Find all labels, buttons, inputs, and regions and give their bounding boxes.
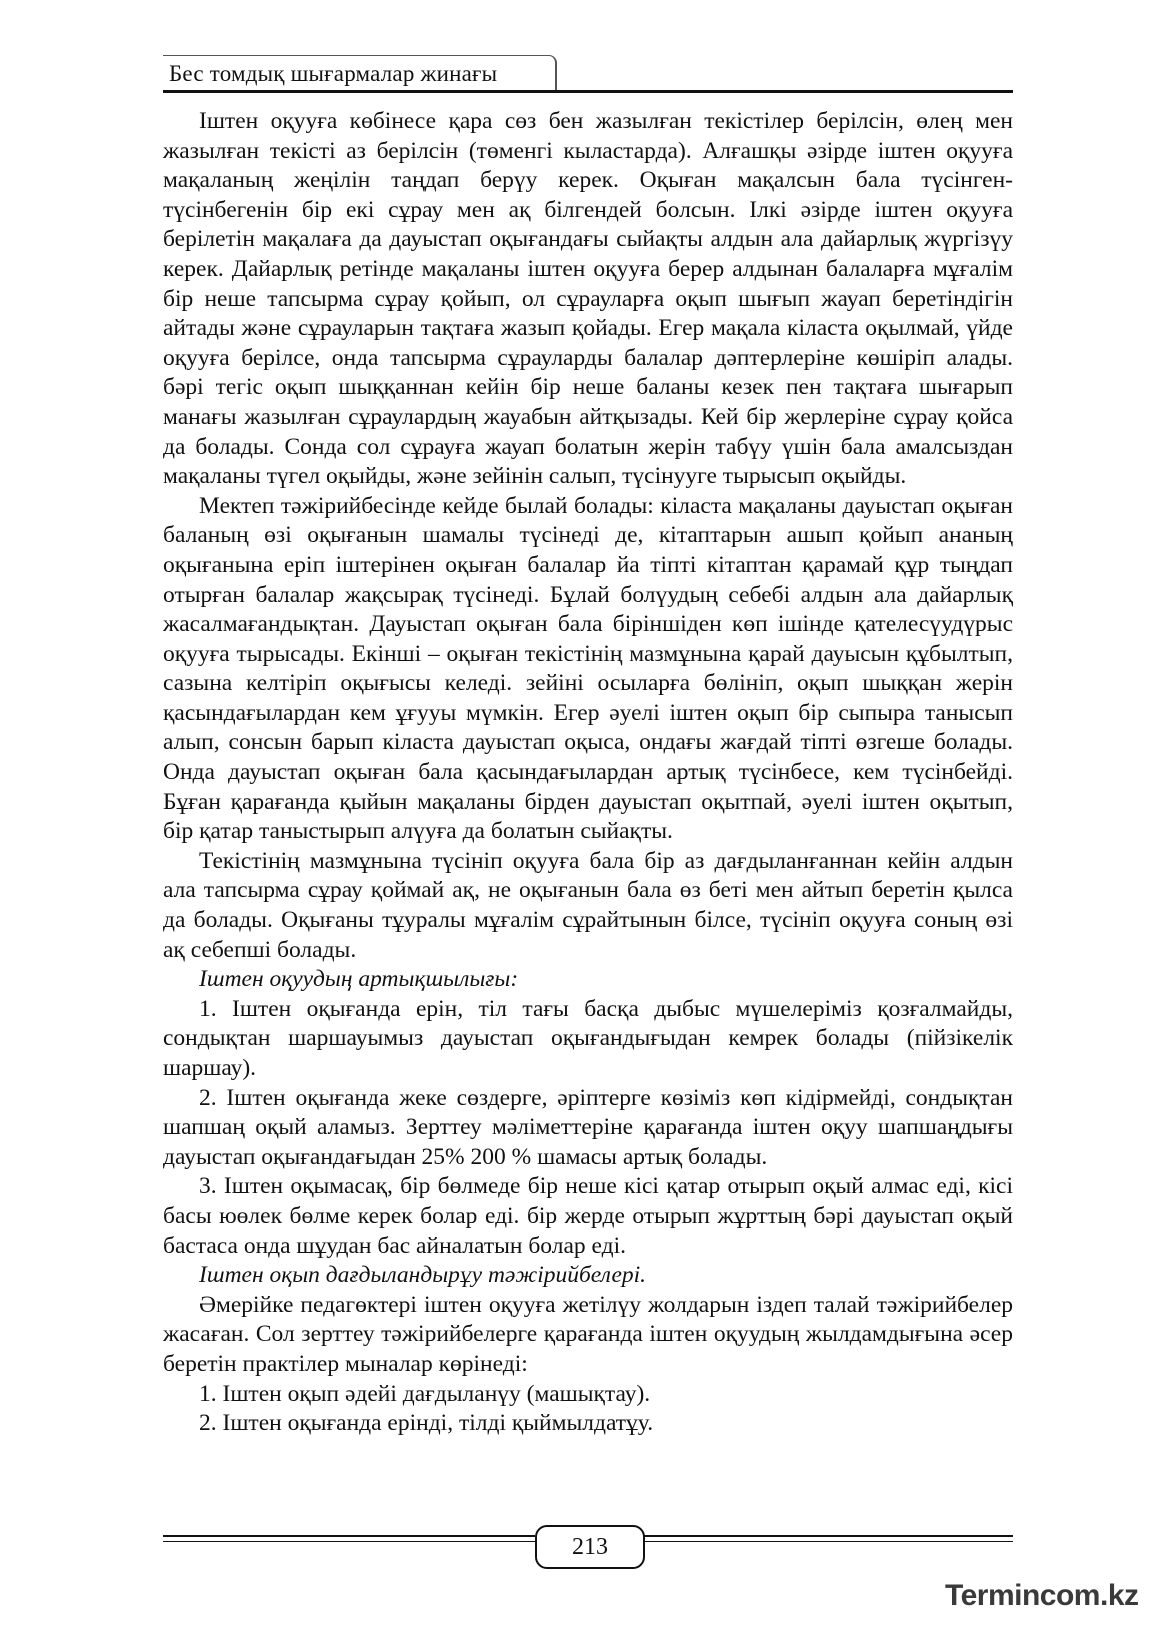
paragraph: 1. Іштен оқығанда ерін, тіл тағы басқа дыбыс мүшелеріміз қозғалмайды, сондықтан шаршауымыз дауыстап оқығандығыдан кемрек болады (пійзікелік шаршау). — [163, 995, 1013, 1081]
page-number: 213 — [572, 1533, 608, 1560]
site-watermark — [945, 1575, 1150, 1630]
paragraph: Әмерійке педагөктері іштен оқууға жетілүу жолдарын іздеп талай тәжірийбелер жасаған. Сол зерттеу тәжірийбелерге қарағанда іштен оқуудың жылдамдығына әсер беретін практілер мыналар көрінеді: — [163, 1291, 1013, 1377]
header-rule — [163, 90, 1013, 93]
body-text — [163, 107, 1013, 1439]
page-number-box — [535, 1525, 645, 1569]
paragraph: Іштен оқууға көбінесе қара сөз бен жазылған текістілер берілсін, өлең мен жазылған текісті аз берілсін (төменгі кыластарда). Алғашқы әзірде іштен оқууға мақаланың жеңілін таңдап берүу керек. Оқыған мақалсын бала түсінген-түсінбегенін бір екі сұрау мен ақ білгендей болсын. Ілкі әзірде іштен оқууға берілетін мақалаға да дауыстап оқығандағы сыйақты алдын ала дайарлық жүргізүу керек. Дайарлық ретінде мақаланы іштен оқууға берер алдынан балаларға мұғалім бір неше тапсырма сұрау қойып, ол сұрауларға оқып шығып жауап беретіндігін айтады және сұрауларын тақтаға жазып қойады. Егер мақала кіласта оқылмай, үйде оқууға берілсе, онда тапсырма сұрауларды балалар дәптерлеріне көшіріп алады. бәрі тегіс оқып шыққаннан кейін бір неше баланы кезек пен тақтаға шығарып манағы жазылған сұраулардың жауабын айтқызады. Кей бір жерлеріне сұрау қойса да болады. Сонда сол сұрауға жауап болатын жерін табүу үшін бала амалсыздан мақаланы түгел оқыйды, және зейінін салып, түсінууге тырысып оқыйды. — [163, 108, 1013, 490]
header-title: Бес томдық шығармалар жинағы — [169, 61, 498, 86]
running-header — [163, 55, 1013, 95]
footer-rule-right-top — [641, 1535, 1013, 1537]
paragraph: Мектеп тәжірийбесінде кейде былай болады: кіласта мақаланы дауыстап оқыған баланың өзі оқығанын шамалы түсінеді де, кітаптарын ашып қойып ананың оқығанына еріп іштерінен оқыған балалар йа тіпті кітаптан қарамай құр тыңдап отырған балалар жақсырақ түсінеді. Бұлай болүудың себебі алдын ала дайарлық жасалмағандықтан. Дауыстап оқыған бала біріншіден көп ішінде қателесүудүрыс оқууға тырысады. Екінші – оқыған текістінің мазмұнына қарай дауысын құбылтып, сазына келтіріп оқығысы келеді. зейіні осыларға бөлініп, оқып шыққан жерін қасындағылардан кем ұғууы мүмкін. Егер әуелі іштен оқып бір сыпыра танысып алып, сонсын барып кіласта дауыстап оқыса, ондағы жағдай тіпті өзгеше болады. Онда дауыстап оқыған бала қасындағылардан артық түсінбесе, кем түсінбейді. Бұған қарағанда қыйын мақаланы бірден дауыстап оқытпай, әуелі іштен оқытып, бір қатар таныстырып алүуға да болатын сыйақты. — [163, 492, 1013, 845]
watermark-text: Termincom.kz — [945, 1579, 1139, 1612]
section-subheading: Іштен оқуудың артықшылығы: — [199, 966, 519, 993]
paragraph: 2. Іштен оқығанда ерінді, тілді қыймылдатұу. — [199, 1410, 654, 1437]
footer-rule-right-bottom — [641, 1541, 1013, 1542]
paragraph: 2. Іштен оқығанда жеке сөздерге, әріптерге көзіміз көп кідірмейді, сондықтан шапшаң оқый аламыз. Зерттеу мәліметтеріне қарағанда іштен оқуу шапшаңдығы дауыстап оқығандағыдан 25% 200 % шамасы артық болады. — [163, 1084, 1013, 1170]
footer-rule-left-top — [163, 1535, 535, 1537]
footer-rule-left-bottom — [163, 1541, 535, 1542]
section-subheading: Іштен оқып дағдыландырұу тәжірийбелері. — [199, 1262, 647, 1289]
paragraph: 3. Іштен оқымасақ, бір бөлмеде бір неше кісі қатар отырып оқый алмас еді, кісі басы юөлек бөлме керек болар еді. бір жерде отырып жұрттың бәрі дауыстап оқый бастаса онда шұудан бас айналатын болар еді. — [163, 1173, 1013, 1259]
page-footer — [163, 1525, 1013, 1585]
paragraph: Текістінің мазмұнына түсініп оқууға бала бір аз дағдыланғаннан кейін алдын ала тапсырма сұрау қоймай ақ, не оқығанын бала өз беті мен айтып беретін қылса да болады. Оқығаны тұуралы мұғалім сұрайтынын білсе, түсініп оқууға соның өзі ақ себепші болады. — [163, 847, 1013, 963]
paragraph: 1. Іштен оқып әдейі дағдыланүу (машықтау). — [199, 1380, 651, 1407]
